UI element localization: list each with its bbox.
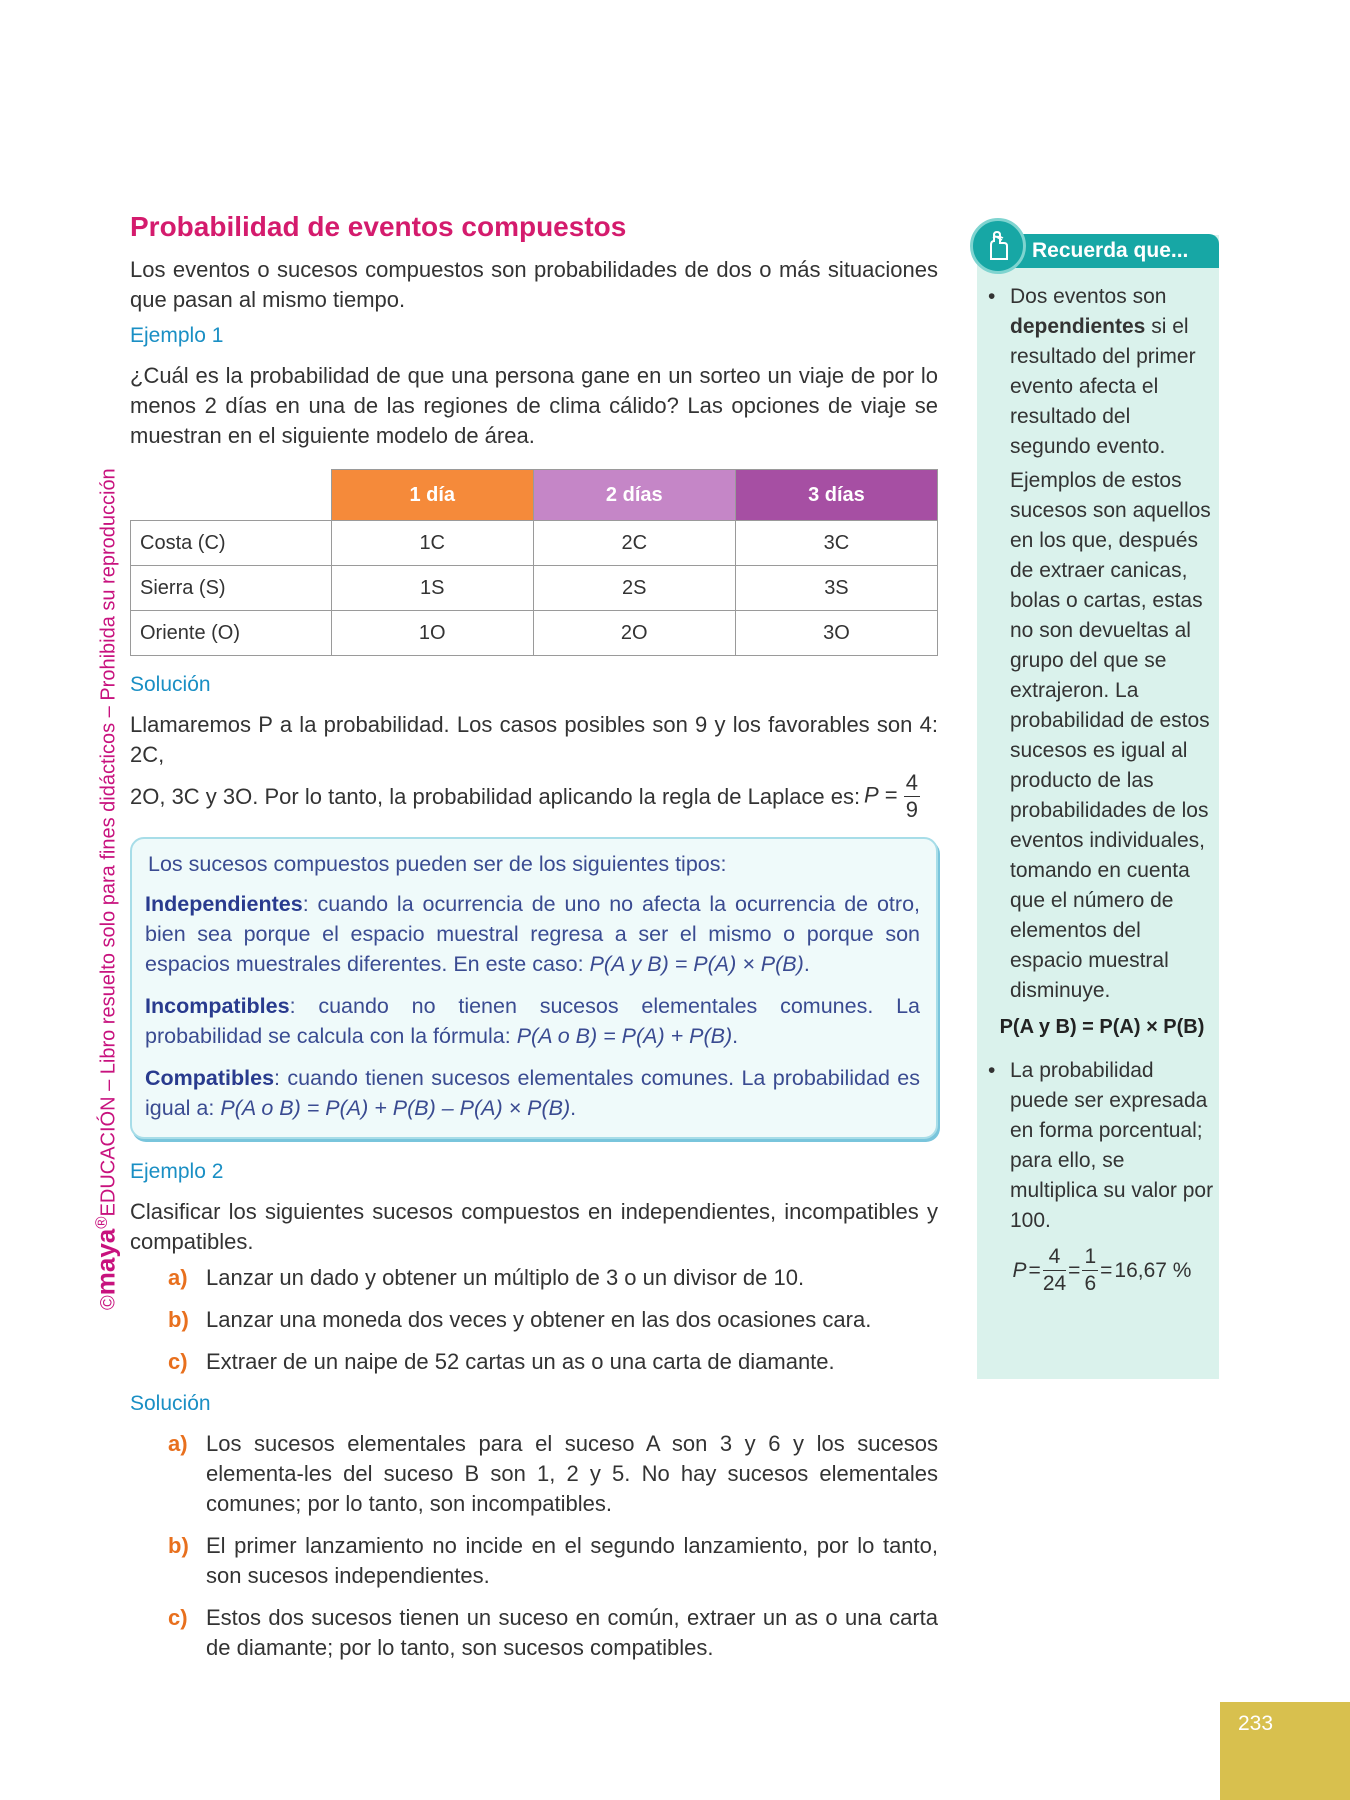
table-cell: 3C — [735, 521, 937, 566]
laplace-formula — [864, 770, 920, 823]
term-dependientes: dependientes — [1010, 315, 1146, 338]
table-header-row — [131, 470, 938, 521]
term-compatibles: Compatibles — [145, 1066, 275, 1090]
event-type-incompatibles — [145, 991, 920, 1051]
table-cell: 2O — [533, 611, 735, 656]
example2-list — [130, 1263, 938, 1377]
table-cell: 2C — [533, 521, 735, 566]
copyright-symbol: © — [97, 1295, 120, 1310]
sidebar-examples-text: Ejemplos de estos sucesos son aquellos en los que, después de extraer canicas, bolas o cartas, estas no son devueltas al grupo del que se extrajeron. La probabilidad de estos sucesos es igual al producto de las probabilidades de los eventos individuales, tomando en cuenta que el número de elementos del espacio muestral disminuye. — [1010, 469, 1211, 1002]
definition-formula: P(A y B) = P(A) × P(B) — [589, 952, 804, 976]
table-row — [131, 566, 938, 611]
bullet-text — [1010, 282, 1216, 462]
item-text: Los sucesos elementales para el suceso A son 3 y 6 y los sucesos elementa-les del suceso B son 1, 2 y 5. No hay sucesos elementales comunes; por lo tanto, son incompatibles. — [206, 1431, 938, 1516]
bullet-dot: • — [988, 285, 996, 308]
formula-equals: = — [884, 782, 898, 808]
formula-equals: = — [1100, 1258, 1113, 1282]
fraction-numerator: 4 — [905, 770, 918, 795]
example2-prompt: Clasificar los siguientes sucesos compuestos en independientes, incompatibles y compatibles. — [130, 1199, 938, 1254]
definition-end: . — [570, 1096, 577, 1120]
table-cell: 1S — [331, 566, 533, 611]
term-independientes: Independientes — [145, 892, 303, 916]
intro-paragraph: Los eventos o sucesos compuestos son probabilidades de dos o más situaciones que pasan al mismo tiempo. — [130, 257, 938, 312]
percent-formula — [988, 1244, 1216, 1297]
solution2-label: Solución — [130, 1392, 211, 1415]
sidebar-bullet — [988, 1056, 1216, 1236]
sidebar-bullet — [988, 282, 1216, 462]
fraction-denominator: 6 — [1084, 1272, 1097, 1295]
example2-label: Ejemplo 2 — [130, 1160, 224, 1183]
formula-variable: P — [1012, 1258, 1027, 1282]
item-text: Lanzar una moneda dos veces y obtener en las dos ocasiones cara. — [206, 1307, 872, 1332]
table-corner-cell — [131, 470, 332, 521]
list-item — [168, 1347, 938, 1377]
table-header-3-dias: 3 días — [735, 470, 937, 521]
item-text: Lanzar un dado y obtener un múltiplo de 3 o un divisor de 10. — [206, 1265, 805, 1290]
table-header-2-dias: 2 días — [533, 470, 735, 521]
solution1-label: Solución — [130, 673, 211, 696]
definition-text: : cuando la ocurrencia de uno no afecta la ocurrencia de otro, bien sea porque el espacio muestral regresa a ser el mismo o porque son espacios muestrales diferentes. En este caso: — [145, 892, 920, 976]
row-label: Oriente (O) — [131, 611, 332, 656]
item-letter: a) — [168, 1265, 188, 1290]
event-type-compatibles — [145, 1063, 920, 1123]
page-number: 233 — [1220, 1702, 1350, 1800]
solution1-line1: Llamaremos P a la probabilidad. Los casos posibles son 9 y los favorables son 4: 2C, — [130, 712, 938, 767]
copyright-side-text — [85, 470, 119, 1310]
brand-logo-text: maya — [90, 1228, 121, 1296]
fraction-numerator: 1 — [1082, 1244, 1098, 1271]
list-item — [168, 1305, 938, 1335]
copyright-notice: EDUCACIÓN – Libro resuelto solo para fines didácticos – Prohibida su reproducción — [97, 468, 120, 1217]
list-item — [168, 1531, 938, 1591]
list-item — [168, 1263, 938, 1293]
definition-text: : cuando no tienen sucesos elementales comunes. La probabilidad se calcula con la fórmula: — [145, 994, 920, 1048]
area-model-table — [130, 469, 938, 656]
definition-text: : cuando tienen sucesos elementales comunes. La probabilidad es igual a: — [145, 1066, 920, 1120]
item-letter: b) — [168, 1533, 189, 1558]
fraction-denominator: 9 — [905, 797, 918, 822]
event-type-independientes — [145, 889, 920, 979]
table-cell: 3S — [735, 566, 937, 611]
list-item — [168, 1603, 938, 1663]
formula-equals: = — [1068, 1258, 1081, 1282]
item-text: Estos dos sucesos tienen un suceso en común, extraer un as o una carta de diamante; por lo tanto, son sucesos compatibles. — [206, 1605, 938, 1660]
formula-variable: P — [863, 782, 879, 808]
registered-symbol: ® — [92, 1216, 111, 1229]
solution2-list — [130, 1429, 938, 1663]
fraction-numerator: 4 — [1043, 1244, 1066, 1271]
fraction-4-24 — [1043, 1244, 1066, 1297]
definition-end: . — [732, 1024, 739, 1048]
definition-end: . — [803, 952, 810, 976]
bullet-dot: • — [988, 1059, 996, 1082]
table-cell: 2S — [533, 566, 735, 611]
item-text: El primer lanzamiento no incide en el segundo lanzamiento, por lo tanto, son sucesos independientes. — [206, 1533, 938, 1588]
item-letter: c) — [168, 1605, 188, 1630]
main-column — [130, 205, 938, 1675]
dependent-formula: P(A y B) = P(A) × P(B) — [999, 1016, 1205, 1038]
item-text: Extraer de un naipe de 52 cartas un as o una carta de diamante. — [206, 1349, 835, 1374]
item-letter: a) — [168, 1431, 188, 1456]
definition-formula: P(A o B) = P(A) + P(B) — [516, 1024, 733, 1048]
table-cell: 1O — [331, 611, 533, 656]
formula-equals: = — [1028, 1258, 1041, 1282]
example1-question: ¿Cuál es la probabilidad de que una persona gane en un sorteo un viaje de por lo menos 2 días en una de las regiones de clima cálido? Las opciones de viaje se muestran en el siguiente modelo de área. — [130, 363, 938, 448]
recuerda-content — [988, 282, 1216, 1297]
solution1-line2-text: 2O, 3C y 3O. Por lo tanto, la probabilidad aplicando la regla de Laplace es: — [130, 783, 861, 809]
example1-label: Ejemplo 1 — [130, 324, 224, 347]
table-cell: 3O — [735, 611, 937, 656]
row-label: Sierra (S) — [131, 566, 332, 611]
item-letter: b) — [168, 1307, 189, 1332]
table-header-1-dia: 1 día — [331, 470, 533, 521]
row-label: Costa (C) — [131, 521, 332, 566]
formula-result: 16,67 % — [1114, 1258, 1192, 1282]
reminder-finger-icon — [970, 218, 1026, 274]
table-row — [131, 521, 938, 566]
bullet-text-post: si el resultado del primer evento afecta el resultado del segundo evento. — [1010, 315, 1196, 458]
list-item — [168, 1429, 938, 1519]
item-letter: c) — [168, 1349, 188, 1374]
fraction-denominator: 24 — [1042, 1272, 1067, 1295]
event-types-box — [130, 837, 938, 1139]
definition-formula: P(A o B) = P(A) + P(B) – P(A) × P(B) — [220, 1096, 571, 1120]
event-types-lead: Los sucesos compuestos pueden ser de los siguientes tipos: — [148, 852, 727, 876]
table-cell: 1C — [331, 521, 533, 566]
recuerda-header: Recuerda que... — [1000, 234, 1219, 268]
bullet-text: La probabilidad puede ser expresada en forma porcentual; para ello, se multiplica su valor por 100. — [1010, 1059, 1214, 1232]
solution1-line2 — [130, 770, 938, 823]
laplace-fraction — [904, 770, 920, 823]
finger-string-icon — [981, 229, 1015, 263]
fraction-1-6 — [1082, 1244, 1098, 1297]
term-incompatibles: Incompatibles — [145, 994, 290, 1018]
page-title: Probabilidad de eventos compuestos — [130, 211, 627, 242]
table-row — [131, 611, 938, 656]
bullet-text-pre: Dos eventos son — [1010, 285, 1167, 308]
